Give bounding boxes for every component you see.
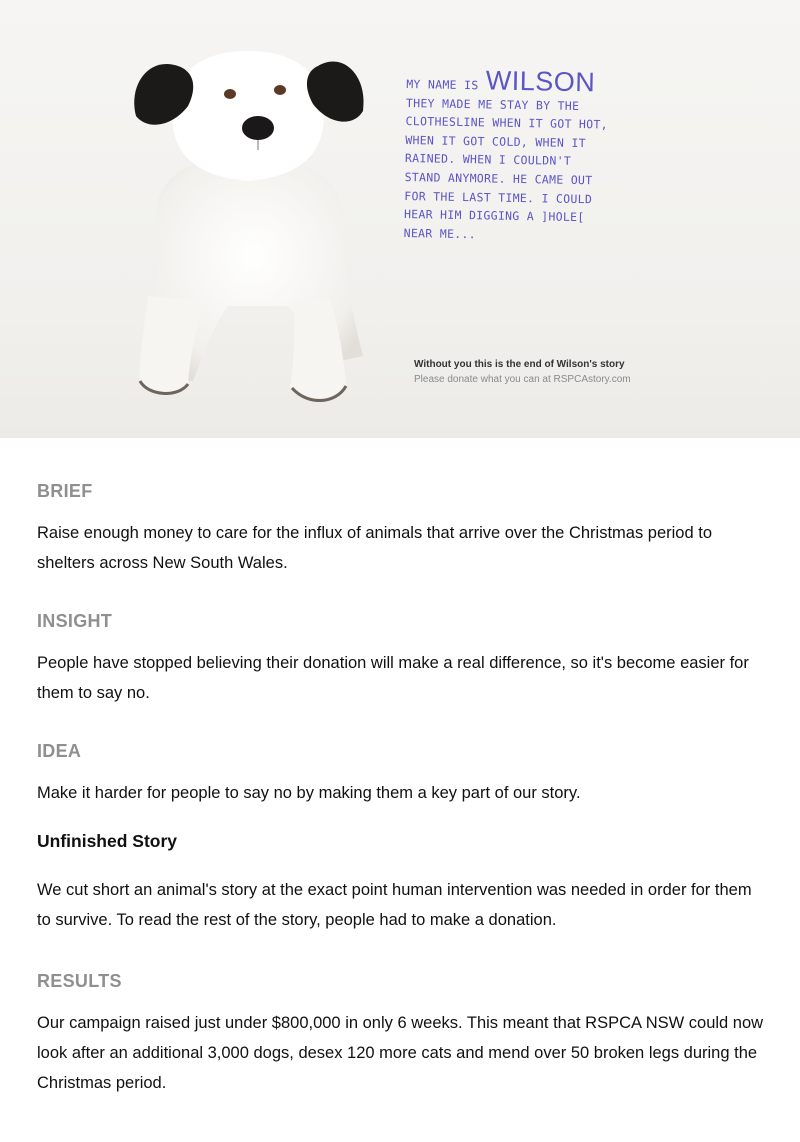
brief-text: Raise enough money to care for the influx of animals that arrive over the Christmas period to shelters across New South Wales. bbox=[37, 524, 713, 572]
story-text: We cut short an animal's story at the exact point human intervention was needed in order for them to survive. To read the rest of the story, people had to make a donation. bbox=[37, 881, 752, 929]
caption-donate-text: Please donate what you can at RSPCAstory.com bbox=[414, 374, 631, 385]
dog-illustration bbox=[118, 36, 378, 416]
hero-image bbox=[0, 0, 800, 438]
results-label: RESULTS bbox=[37, 971, 122, 991]
letter-line: FOR THE LAST TIME. I COULD bbox=[404, 188, 593, 206]
insight-section bbox=[37, 609, 767, 708]
results-text: Our campaign raised just under $800,000 in only 6 weeks. This meant that RSPCA NSW could now look after an additional 3,000 dogs, desex 120 more cats and mend over 50 broken legs during the Christmas period. bbox=[37, 1014, 764, 1092]
idea-text: Make it harder for people to say no by making them a key part of our story. bbox=[37, 784, 581, 802]
idea-section bbox=[37, 739, 767, 808]
caption-title: Without you this is the end of Wilson's story bbox=[414, 359, 625, 370]
brief-label: BRIEF bbox=[37, 481, 93, 501]
letter-line: CLOTHESLINE WHEN IT GOT HOT, bbox=[405, 114, 608, 132]
hero-caption bbox=[414, 359, 631, 385]
letter-line: HEAR HIM DIGGING A ]HOLE[ bbox=[403, 207, 585, 225]
insight-label: INSIGHT bbox=[37, 611, 113, 631]
story-heading: Unfinished Story bbox=[37, 831, 178, 851]
story-section bbox=[37, 829, 767, 935]
insight-text: People have stopped believing their donation will make a real difference, so it's become easier for them to say no. bbox=[37, 654, 749, 702]
letter-line: THEY MADE ME STAY BY THE bbox=[405, 95, 580, 113]
idea-label: IDEA bbox=[37, 741, 82, 761]
handwritten-letter bbox=[403, 65, 637, 246]
letter-line: RAINED. WHEN I COULDN'T bbox=[404, 151, 572, 169]
letter-line: MY NAME IS WILSON bbox=[406, 65, 596, 98]
letter-line: STAND ANYMORE. HE CAME OUT bbox=[404, 169, 593, 188]
letter-line: WHEN IT GOT COLD, WHEN IT bbox=[405, 132, 586, 150]
results-section bbox=[37, 969, 767, 1098]
letter-line: NEAR ME... bbox=[403, 225, 477, 241]
brief-section bbox=[37, 479, 767, 578]
